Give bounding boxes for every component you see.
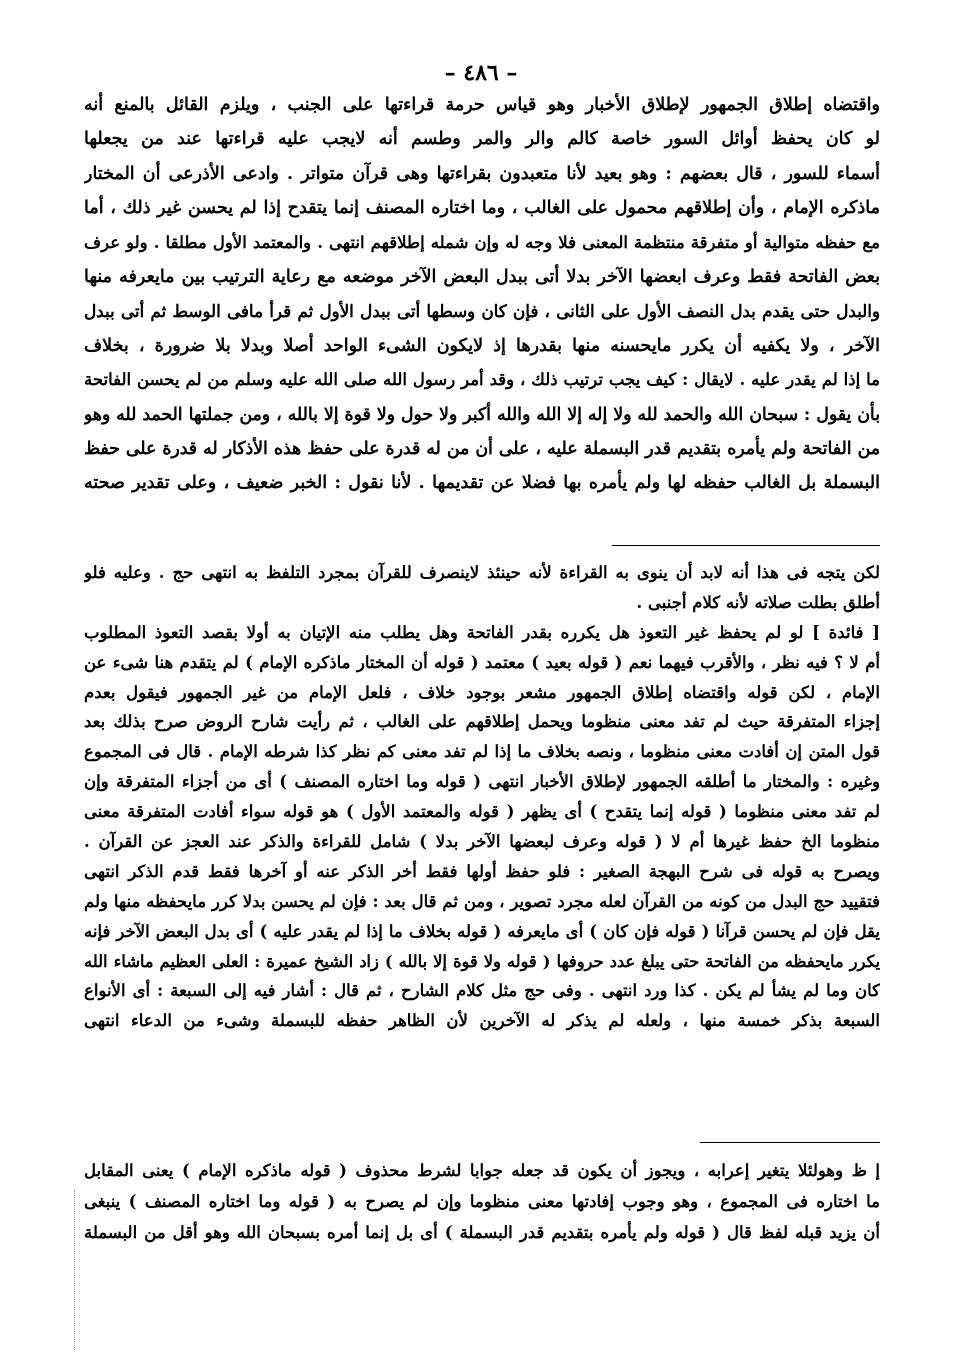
scan-margin-mark [74, 1190, 78, 1350]
footnote-line: إ ظ وهولئلا يتغير إعرابه ، ويجوز أن يكون قد جعله جوابا لشرط محذوف ( قوله ماذكره الإمام ) يعنى المقابل [84, 1161, 880, 1180]
commentary-line: قول المتن إن أفادت معنى منظوما ، ونصه بخلاف ما إذا لم تفد معنى كم نظر كذا شرطه الإمام . قال فى المجموع [84, 742, 880, 762]
main-text-line: ما إذا لم يقدر عليه . لايقال : كيف يجب ترتيب ذلك ، وقد أمر رسول الله صلى الله عليه وسلم من لم يحسن الفاتحة [84, 370, 880, 390]
main-text-line: من الفاتحة ولم يأمره بتقديم قدر البسملة عليه ، على أن من له قدرة على حفظ هذه الأذكار له قدرة على حفظ [84, 438, 880, 459]
main-text-line: ماذكره الإمام ، وأن إطلاقهم محمول على الغالب ، وما اختاره المصنف إنما يتقدح إذا لم يحسن غير ذلك ، أما [84, 198, 880, 219]
footnote-line: أن يزيد قبله لفظ قال ( قوله ولم يأمره بتقديم قدر البسملة ) أى بل إنما أمره بسبحان الله وهو أقل من البسملة [84, 1223, 880, 1242]
commentary-line: منظوما الخ حفظ غيرها أم لا ( قوله وعرف لبعضها الآخر بدلا ) شامل للقراءة والذكر عند العجز عن القرآن . [84, 832, 880, 852]
footnote-divider [700, 1142, 880, 1143]
main-text-block [84, 88, 880, 501]
commentary-line: السبعة بذكر خمسة منها ، ولعله لم يذكر له الآخرين لأن الظاهر حفظه للبسملة وشىء من الدعاء انتهى [84, 1011, 880, 1031]
main-text-line: أسماء للسور ، قال بعضهم : وهو بعيد لأنا متعبدون بقراءتها وهى قرآن متواتر . وادعى الأذرعى أن المختار [84, 163, 880, 184]
commentary-line: ويصرح به قوله فى شرح البهجة الصغير : فلو حفظ أولها فقط أخر الذكر عنه أو آخرها فقط قدم الذكر انتهى [84, 861, 880, 881]
commentary-line: [ فائدة ] لو لم يحفظ غير التعوذ هل يكرره بقدر الفاتحة وهل يطلب منه الإتيان به أولا بقصد التعوذ المطلوب [84, 622, 880, 642]
footnote-line: ما اختاره فى المجموع ، وهو وجوب إفادتها معنى منظوما وإن لم يصرح به ( قوله وما اختاره المصنف ) ينبغى [84, 1192, 880, 1211]
commentary-line: أم لا ؟ فيه نظر ، والأقرب فيهما نعم ( قوله بعيد ) معتمد ( قوله أن المختار ماذكره الإمام ) لم يتقدم هنا شىء عن [84, 652, 880, 672]
main-text-line: بأن يقول : سبحان الله والحمد لله ولا إله إلا الله والله أكبر ولا حول ولا قوة إلا بالله ، ومن جملتها الحمد لله وهو [84, 404, 880, 425]
commentary-line: يكرر مايحفظه من الفاتحة حتى يبلغ عدد حروفها ( قوله ولا قوة إلا بالله ) زاد الشيخ عميرة : العلى العظيم ماشاء الله [84, 951, 880, 971]
main-text-line: الآخر ، ولا يكفيه أن يكرر مايحسنه منها بقدرها إذ لايكون الشىء الواحد أصلا وبدلا بلا ضرورة ، بخلاف [84, 335, 880, 356]
page-number: – ٤٨٦ – [444, 60, 518, 86]
commentary-block [84, 558, 880, 1036]
section-divider [612, 545, 880, 546]
main-text-line: مع حفظه متوالية أو متفرقة منتظمة المعنى فلا وجه له وإن شمله إطلاقهم انتهى . والمعتمد الأول مطلقا . ولو عرف [84, 232, 880, 252]
commentary-line: كان وما لم يشأ لم يكن . كذا ورد انتهى . وفى حج مثل كلام الشارح ، ثم قال : أشار فيه إلى السبعة : أى الأنواع [84, 981, 880, 1001]
commentary-line: وغيره : والمختار ما أطلقه الجمهور لإطلاق الأخبار انتهى ( قوله وما اختاره المصنف ) أى من أجزاء المتفرقة وإن [84, 772, 880, 792]
commentary-line: لكن يتجه فى هذا أنه لابد أن ينوى به القراءة لأنه حينئذ لاينصرف للقرآن بمجرد التلفظ به انتهى حج . وعليه فلو [84, 563, 880, 582]
commentary-line: يقل فإن لم يحسن قرآنا ( قوله فإن كان ) أى مايعرفه ( قوله بخلاف ما إذا لم يقدر عليه ) أى بدل البعض الآخر فإنه [84, 921, 880, 941]
footnote-block [84, 1155, 880, 1248]
main-text-line: والبدل حتى يقدم بدل النصف الأول على الثانى ، فإن كان وسطها أتى ببدل الأول ثم قرأ مافى الوسط ثم أتى ببدل [84, 301, 880, 322]
main-text-line: لو كان يحفظ أوائل السور خاصة كالم والر والمر وطسم أنه لايجب عليه قراءتها عند من يجعلها [84, 129, 880, 150]
main-text-line: واقتضاه إطلاق الجمهور لإطلاق الأخبار وهو قياس حرمة قراءتها على الجنب ، ويلزم القائل بالمنع أنه [84, 95, 880, 115]
commentary-line: فتقييد حج البدل من كونه من القرآن لعله مجرد تصوير ، ومن ثم قال بعد : فإن لم يحسن بدلا كرر مايحفظه منها ولم [84, 891, 880, 911]
main-text-line: البسملة بل الغالب حفظه لها ولم يأمره بها فضلا عن تقديمها . لأنا نقول : الخبر ضعيف ، وعلى تقدير صحته [84, 473, 880, 494]
commentary-line: أطلق بطلت صلاته لأنه كلام أجنبى . [636, 592, 880, 612]
commentary-line: إجزاء المتفرقة حيث لم تفد معنى منظوما ويحمل إطلاقهم على الغالب ، ثم رأيت شارح الروض صرح بذلك بعد [84, 712, 880, 732]
commentary-line: الإمام ، لكن قوله واقتضاه إطلاق الجمهور مشعر بوجود خلاف ، فلعل الإمام من غير الجمهور فيقول بعدم [84, 682, 880, 702]
main-text-line: بعض الفاتحة فقط وعرف ابعضها الآخر بدلا أتى ببدل البعض الآخر موضعه مع رعاية الترتيب بين مايعرفه منها [84, 266, 880, 287]
commentary-line: لم تفد معنى منظوما ( قوله إنما يتقدح ) أى يظهر ( قوله والمعتمد الأول ) هو قوله سواء أفادت المتفرقة معنى [84, 802, 880, 822]
